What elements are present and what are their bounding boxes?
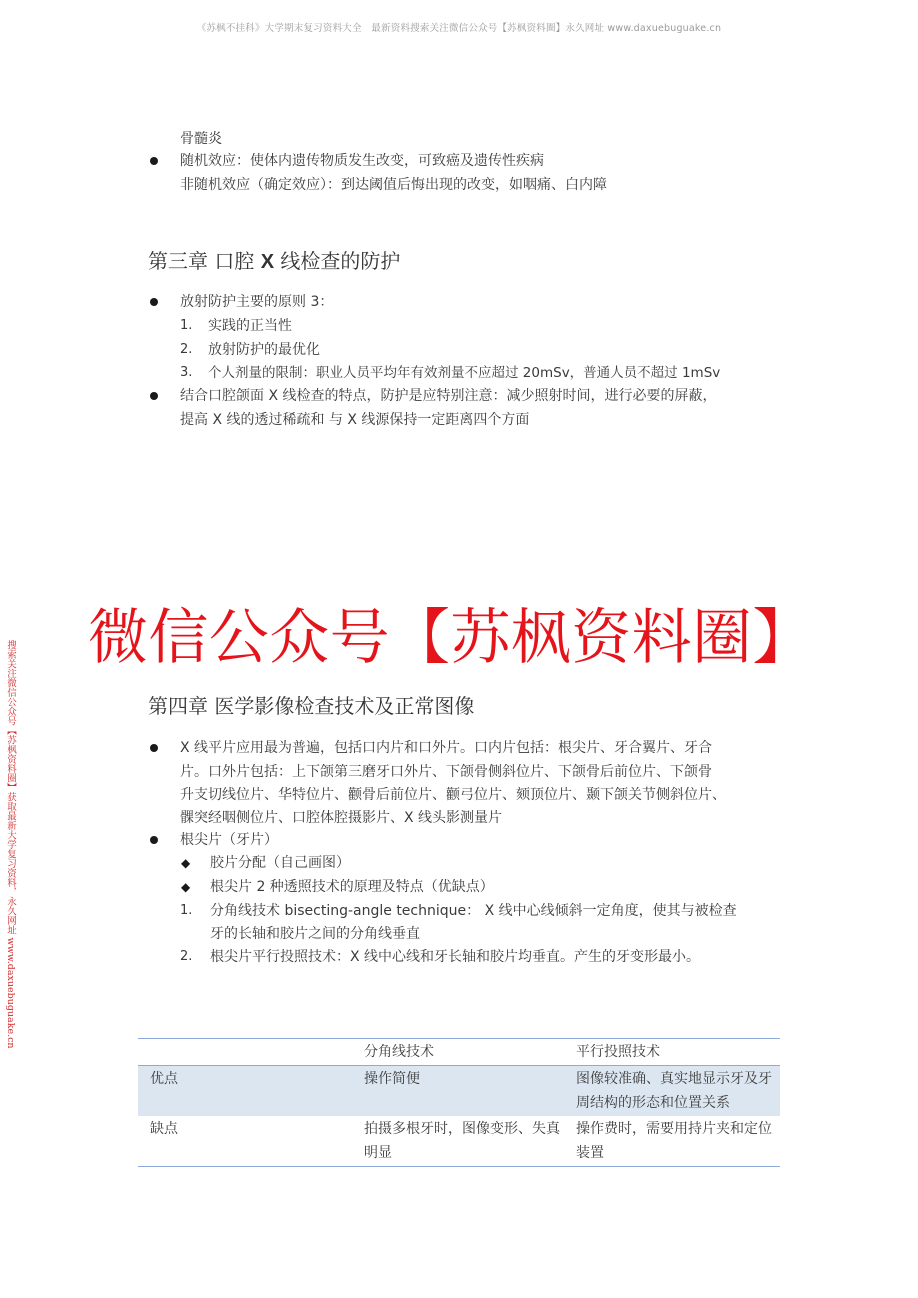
list-number: 2. bbox=[180, 949, 193, 964]
bullet-dot-icon bbox=[150, 836, 158, 844]
watermark-text: 微信公众号【苏枫资料圈】 bbox=[88, 603, 813, 673]
table-cell: 图像较准确、真实地显示牙及牙周结构的形态和位置关系 bbox=[576, 1071, 772, 1111]
list-number: 1. bbox=[180, 903, 193, 918]
list-item: 随机效应：使体内遗传物质发生改变，可致癌及遗传性疾病 bbox=[180, 153, 544, 169]
sub-list-item: 胶片分配（自己画图） bbox=[210, 855, 350, 871]
sub-list-item: 根尖片 2 种透照技术的原理及特点（优缺点） bbox=[210, 879, 494, 895]
header-note: 《苏枫不挂科》大学期末复习资料大全 最新资料搜索关注微信公众号【苏枫资料圈】永久网址 www.daxuebuguake.cn bbox=[196, 23, 722, 34]
list-item-continuation: 髁突经咽侧位片、口腔体腔摄影片、X 线头影测量片 bbox=[180, 810, 503, 826]
list-item-continuation: 片。口外片包括：上下颌第三磨牙口外片、下颌骨侧斜位片、下颌骨后前位片、下颌骨 bbox=[180, 764, 712, 780]
bullet-dot-icon bbox=[150, 744, 158, 752]
list-item: X 线平片应用最为普遍，包括口内片和口外片。口内片包括：根尖片、牙合翼片、牙合 bbox=[180, 740, 713, 756]
table-header-cell bbox=[138, 1039, 352, 1065]
list-item: 个人剂量的限制：职业人员平均年有效剂量不应超过 20mSv，普通人员不超过 1mSv bbox=[208, 365, 721, 381]
list-item-continuation: 牙的长轴和胶片之间的分角线垂直 bbox=[210, 926, 420, 942]
diamond-bullet-icon: ◆ bbox=[181, 880, 191, 894]
bullet-dot-icon bbox=[150, 298, 158, 306]
table-cell: 拍摄多根牙时，图像变形、失真明显 bbox=[364, 1121, 560, 1161]
list-item-continuation: 提高 X 线的透过稀疏和 与 X 线源保持一定距离四个方面 bbox=[180, 412, 530, 428]
list-item-continuation: 非随机效应（确定效应）：到达阈值后悔出现的改变，如咽痛、白内障 bbox=[180, 177, 607, 193]
list-item: 实践的正当性 bbox=[208, 318, 292, 334]
list-item: 分角线技术 bisecting-angle technique： X 线中心线倾斜一定角度，使其与被检查 bbox=[210, 903, 737, 919]
list-item: 放射防护的最优化 bbox=[208, 342, 320, 358]
continued-line: 骨髓炎 bbox=[180, 131, 222, 147]
table-cell: 缺点 bbox=[150, 1121, 178, 1137]
list-item: 放射防护主要的原则 3： bbox=[180, 294, 334, 310]
bullet-dot-icon bbox=[150, 392, 158, 400]
list-number: 3. bbox=[180, 365, 193, 380]
list-number: 1. bbox=[180, 318, 193, 333]
comparison-table bbox=[138, 1038, 780, 1167]
table-header-row bbox=[138, 1039, 780, 1066]
table-header-cell: 平行投照技术 bbox=[576, 1044, 660, 1060]
chapter-3-title: 第三章 口腔 X 线检查的防护 bbox=[148, 249, 401, 273]
list-number: 2. bbox=[180, 342, 193, 357]
list-item: 根尖片平行投照技术：X 线中心线和牙长轴和胶片均垂直。产生的牙变形最小。 bbox=[210, 949, 701, 965]
bullet-dot-icon bbox=[150, 157, 158, 165]
list-item-continuation: 升支切线位片、华特位片、颧骨后前位片、颧弓位片、颏顶位片、颞下颌关节侧斜位片、 bbox=[180, 787, 726, 803]
list-item: 结合口腔颌面 X 线检查的特点，防护是应特别注意：减少照射时间，进行必要的屏蔽， bbox=[180, 388, 717, 404]
table-row bbox=[138, 1066, 780, 1116]
table-cell: 优点 bbox=[150, 1071, 178, 1087]
table-cell: 操作简便 bbox=[364, 1071, 420, 1087]
table-header-cell: 分角线技术 bbox=[364, 1044, 434, 1060]
list-item: 根尖片（牙片） bbox=[180, 832, 278, 848]
side-note: 搜索关注微信公众号【苏枫资料圈】获取最新大学复习资料，永久网址 www.daxuebuguake.cn bbox=[5, 640, 16, 1049]
table-row bbox=[138, 1116, 780, 1166]
chapter-4-title: 第四章 医学影像检查技术及正常图像 bbox=[148, 694, 475, 718]
table-cell: 操作费时，需要用持片夹和定位装置 bbox=[576, 1121, 772, 1161]
diamond-bullet-icon: ◆ bbox=[181, 856, 191, 870]
